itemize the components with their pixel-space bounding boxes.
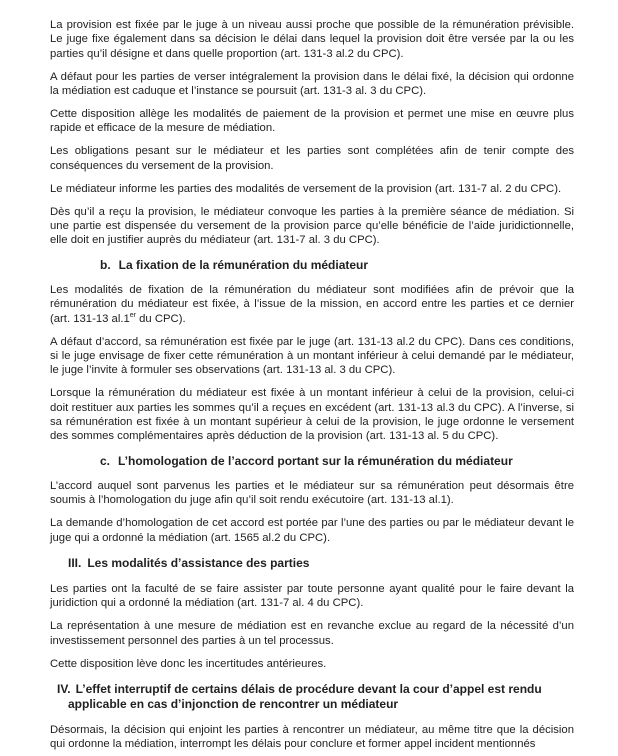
paragraph-convocation-parties: Dès qu’il a reçu la provision, le médiateur convoque les parties à la première séance de médiation. Si une partie est dispensée du versement de la provision parce qu’elle bénéficie de l’aide juridictionnelle, elle doit en justifier auprès du médiateur (art. 131-7 al. 3 du CPC).	[50, 205, 574, 247]
subsection-heading-b	[100, 258, 574, 273]
paragraph-accord-homologation: L’accord auquel sont parvenus les parties et le médiateur sur sa rémunération peut désormais être soumis à l’homologation du juge afin qu’il soit rendu exécutoire (art. 131-13 al.1).	[50, 479, 574, 507]
subsection-heading-c	[100, 454, 574, 469]
paragraph-obligations-mediateur: Les obligations pesant sur le médiateur et les parties sont complétées afin de tenir compte des conséquences du versement de la provision.	[50, 145, 574, 172]
paragraph-modalites-fixation	[50, 283, 574, 326]
paragraph-provision-fixee: La provision est fixée par le juge à un niveau aussi proche que possible de la rémunération prévisible. Le juge fixe également dans sa décision le délai dans lequel la provision doit être versée par la ou les parties qu’il désigne et dans quelle proportion (art. 131-3 al.2 du CPC).	[50, 19, 574, 60]
heading-text-iii: Les modalités d’assistance des parties	[87, 555, 310, 570]
heading-marker-b: b.	[100, 257, 111, 272]
paragraph-decision-enjoint: Désormais, la décision qui enjoint les parties à rencontrer un médiateur, au même titre que la décision qui ordonne la médiation, interrompt les délais pour conclure et former appel incident mentionnés	[50, 724, 574, 751]
paragraph-text-after-sup: du CPC).	[136, 312, 186, 325]
section-heading-iii	[68, 556, 574, 571]
heading-text-iv: L’effet interruptif de certains délais de procédure devant la cour d’appel est rendu applicable en cas d’injonction de rencontrer un médiateur	[68, 682, 542, 711]
heading-text-b: La fixation de la rémunération du médiateur	[118, 257, 369, 272]
paragraph-demande-homologation: La demande d’homologation de cet accord est portée par l’une des parties ou par le médiateur devant le juge qui a ordonné la médiation (art. 1565 al.2 du CPC).	[50, 517, 574, 544]
paragraph-text: Les modalités de fixation de la rémunération du médiateur sont modifiées afin de prévoir que la rémunération du médiateur est fixée, à l’issue de la mission, en accord entre les parties et ce dernier (art. 131-13 al.1	[50, 283, 574, 325]
superscript-er: er	[129, 311, 136, 319]
paragraph-restitution-sommes: Lorsque la rémunération du médiateur est fixée à un montant inférieur à celui de la provision, celui-ci doit restituer aux parties les sommes qu’il a reçues en excédent (art. 131-13 al.3 du CPC). A l’inverse, si sa rémunération est fixée à un montant supérieur à celui de la provision, le juge ordonne le versement des sommes complémentaires après déduction de la provision (art. 131-13 al. 5 du CPC).	[50, 387, 574, 443]
paragraph-defaut-accord: A défaut d’accord, sa rémunération est fixée par le juge (art. 131-13 al.2 du CPC). Dans ces conditions, si le juge envisage de fixer cette rémunération à un montant inférieur à celui demandé par le médiateur, le juge l’invite à formuler ses observations (art. 131-13 al. 3 du CPC).	[50, 335, 574, 377]
section-heading-iv	[50, 682, 574, 712]
paragraph-leve-incertitudes: Cette disposition lève donc les incertitudes antérieures.	[50, 657, 327, 670]
heading-marker-iii: III.	[68, 555, 82, 570]
paragraph-representation-exclue: La représentation à une mesure de médiation est en revanche exclue au regard de la nécessité d’un investissement personnel des parties à un tel processus.	[50, 620, 574, 647]
paragraph-disposition-allege: Cette disposition allège les modalités de paiement de la provision et permet une mise en œuvre plus rapide et efficace de la mesure de médiation.	[50, 108, 574, 135]
paragraph-faculte-assistance: Les parties ont la faculté de se faire assister par toute personne ayant qualité pour le faire devant la juridiction qui a ordonné la médiation (art. 131-7 al. 4 du CPC).	[50, 582, 574, 610]
heading-text-c: L’homologation de l’accord portant sur la rémunération du médiateur	[118, 453, 513, 468]
paragraph-defaut-versement: A défaut pour les parties de verser intégralement la provision dans le délai fixé, la décision qui ordonne la médiation est caduque et l’instance se poursuit (art. 131-3 al. 3 du CPC).	[50, 70, 574, 98]
paragraph-mediateur-informe: Le médiateur informe les parties des modalités de versement de la provision (art. 131-7 al. 2 du CPC).	[50, 182, 562, 195]
heading-marker-c: c.	[100, 453, 111, 468]
heading-marker-iv: IV.	[57, 682, 71, 696]
